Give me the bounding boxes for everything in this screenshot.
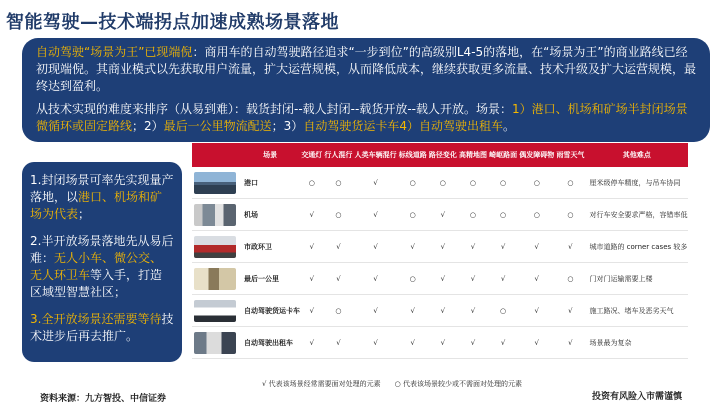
table-header-row xyxy=(192,143,688,167)
scene-photo xyxy=(192,167,240,199)
table-cell: ○ xyxy=(323,199,353,231)
table-cell: √ xyxy=(323,231,353,263)
table-row xyxy=(192,263,688,295)
table-cell: ○ xyxy=(488,295,518,327)
table-cell: ○ xyxy=(300,167,323,199)
table-cell: √ xyxy=(488,327,518,359)
table-row xyxy=(192,231,688,263)
difficulty-cell: 城市道路的 corner cases 较多 xyxy=(585,231,688,263)
summary-paragraph-1 xyxy=(36,44,696,95)
table-cell: ○ xyxy=(555,167,585,199)
table-row xyxy=(192,199,688,231)
summary-highlight: 自动驾驶货运卡车4）自动驾驶出租车 xyxy=(303,119,503,133)
table-cell: √ xyxy=(323,327,353,359)
summary-highlight: 自动驾驶“场景为王”已现端倪 xyxy=(36,45,193,59)
table-cell: ○ xyxy=(398,199,428,231)
table-cell: √ xyxy=(518,263,555,295)
column-header: 交通灯 xyxy=(301,150,323,159)
airport-image xyxy=(194,204,236,226)
table-cell: √ xyxy=(300,295,323,327)
summary-text: ；2） xyxy=(132,119,164,133)
summary-text: ；3） xyxy=(271,119,304,133)
table-cell: √ xyxy=(555,231,585,263)
summary-text: 。 xyxy=(502,119,515,133)
table-cell: √ xyxy=(555,295,585,327)
sanitation-vehicle-image xyxy=(194,236,236,258)
column-header: 场景 xyxy=(263,150,278,159)
table-cell: √ xyxy=(300,199,323,231)
port-image xyxy=(194,172,236,194)
table-cell: √ xyxy=(518,327,555,359)
summary-text: 从技术实现的难度来排序（从易到难）：载货封闭--载人封闭--载货开放--载人开放。场景： xyxy=(36,102,512,116)
table-cell: √ xyxy=(458,327,488,359)
table-row xyxy=(192,167,688,199)
table-cell: ○ xyxy=(488,199,518,231)
column-header xyxy=(192,143,240,167)
table-cell: √ xyxy=(353,199,397,231)
table-cell: ○ xyxy=(488,167,518,199)
scene-name: 自动驾驶出租车 xyxy=(240,327,300,359)
column-header: 其他难点 xyxy=(622,150,651,159)
table-cell: √ xyxy=(353,167,397,199)
scene-name: 最后一公里 xyxy=(240,263,300,295)
table-cell: √ xyxy=(353,327,397,359)
scenario-table-wrap xyxy=(192,143,688,371)
difficulty-cell: 施工路况、堵车及恶劣天气 xyxy=(585,295,688,327)
column-header: 崎岖路面 xyxy=(489,150,518,159)
table-cell: √ xyxy=(428,199,458,231)
key-point-text: 1.封闭场景可率先实现量产落地，以 xyxy=(30,173,174,204)
table-cell: √ xyxy=(353,231,397,263)
table-cell: √ xyxy=(518,295,555,327)
table-cell: ○ xyxy=(458,199,488,231)
source-note: 资料来源：九方智投、中信证券 xyxy=(40,394,167,404)
summary-highlight: 最后一公里物流配送 xyxy=(163,119,272,133)
table-cell: √ xyxy=(353,295,397,327)
table-cell: ○ xyxy=(555,199,585,231)
key-point-highlight: 港口、机场和矿场为代表 xyxy=(30,190,163,221)
summary-highlight: 1）港口、机场和矿场半封闭场景微循环或固定路线 xyxy=(36,102,688,133)
key-point-1 xyxy=(30,172,174,223)
scene-photo xyxy=(192,231,240,263)
table-cell: ○ xyxy=(323,295,353,327)
table-cell: ○ xyxy=(323,167,353,199)
table-cell: √ xyxy=(428,263,458,295)
column-header: 标线道路 xyxy=(398,150,427,159)
summary-text: ：商用车的自动驾驶路径追求“一步到位”的高级别L4-5的落地，在“场景为王”的商业路线已经初现端倪。其商业模式以先获取用户流量，扩大运营规模，从而降低成本，继续获取更多流量、技术升级及扩大运营规模，最终达到盈利。 xyxy=(36,45,697,93)
difficulty-cell: 门对门运输需要上楼 xyxy=(585,263,688,295)
key-points-box xyxy=(22,162,182,362)
table-cell: ○ xyxy=(518,199,555,231)
scene-name: 自动驾驶货运卡车 xyxy=(240,295,300,327)
page-title: 智能驾驶—技术端拐点加速成熟场景落地 xyxy=(6,12,339,33)
table-cell: √ xyxy=(300,263,323,295)
column-header: 人类车辆混行 xyxy=(354,150,397,159)
table-cell: √ xyxy=(300,231,323,263)
table-row xyxy=(192,327,688,359)
table-cell: √ xyxy=(323,263,353,295)
table-cell: √ xyxy=(428,231,458,263)
table-cell: √ xyxy=(398,327,428,359)
scene-name: 机场 xyxy=(240,199,300,231)
summary-box xyxy=(22,38,710,142)
scene-photo xyxy=(192,199,240,231)
key-point-highlight: 3.全开放场景还需要等待 xyxy=(30,312,162,326)
scenario-table xyxy=(192,143,688,359)
table-cell: √ xyxy=(518,231,555,263)
key-point-text: 等入手，打造区域型智慧社区； xyxy=(30,268,163,299)
truck-image xyxy=(194,300,236,322)
difficulty-cell: 场景最为复杂 xyxy=(585,327,688,359)
column-header: 雨雪天气 xyxy=(556,150,585,159)
table-cell: √ xyxy=(458,263,488,295)
summary-paragraph-2 xyxy=(36,101,696,135)
column-header: 行人混行 xyxy=(324,150,353,159)
delivery-robot-image xyxy=(194,268,236,290)
key-point-text: ； xyxy=(78,207,91,221)
table-legend: √ 代表该场景经常需要面对处理的元素 ○ 代表该场景较少或不需面对处理的元素 xyxy=(262,380,523,388)
table-cell: ○ xyxy=(518,167,555,199)
robotaxi-image xyxy=(194,332,236,354)
table-cell: ○ xyxy=(428,167,458,199)
scene-photo xyxy=(192,263,240,295)
table-cell: ○ xyxy=(555,263,585,295)
scene-name: 港口 xyxy=(240,167,300,199)
table-cell: √ xyxy=(428,295,458,327)
table-cell: √ xyxy=(398,295,428,327)
table-cell: √ xyxy=(353,263,397,295)
key-point-text: 技术进步后再去推广。 xyxy=(30,312,174,343)
scene-name: 市政环卫 xyxy=(240,231,300,263)
scene-photo xyxy=(192,327,240,359)
scene-photo xyxy=(192,295,240,327)
table-cell: √ xyxy=(300,327,323,359)
table-cell: √ xyxy=(555,327,585,359)
table-row xyxy=(192,295,688,327)
key-point-text: 2.半开放场景落地先从易后难： xyxy=(30,234,174,265)
title-bar xyxy=(0,0,720,36)
table-cell: ○ xyxy=(398,167,428,199)
column-header: 偶发障碍物 xyxy=(519,150,555,159)
table-cell: ○ xyxy=(398,263,428,295)
table-cell: √ xyxy=(488,263,518,295)
table-cell: √ xyxy=(488,231,518,263)
table-cell: √ xyxy=(398,231,428,263)
risk-disclaimer: 投资有风险入市需谨慎 xyxy=(592,392,683,402)
table-cell: √ xyxy=(458,295,488,327)
table-cell: ○ xyxy=(458,167,488,199)
difficulty-cell: 对行车安全要求严格，容错率低 xyxy=(585,199,688,231)
table-cell: √ xyxy=(428,327,458,359)
column-header: 路径变化 xyxy=(428,150,457,159)
column-header: 高精地图 xyxy=(458,150,487,159)
key-point-2 xyxy=(30,233,174,301)
table-cell: √ xyxy=(458,231,488,263)
difficulty-cell: 厘米级停车精度，与吊车协同 xyxy=(585,167,688,199)
key-point-3 xyxy=(30,311,174,345)
key-point-highlight: 无人小车、微公交、无人环卫车 xyxy=(30,251,163,282)
